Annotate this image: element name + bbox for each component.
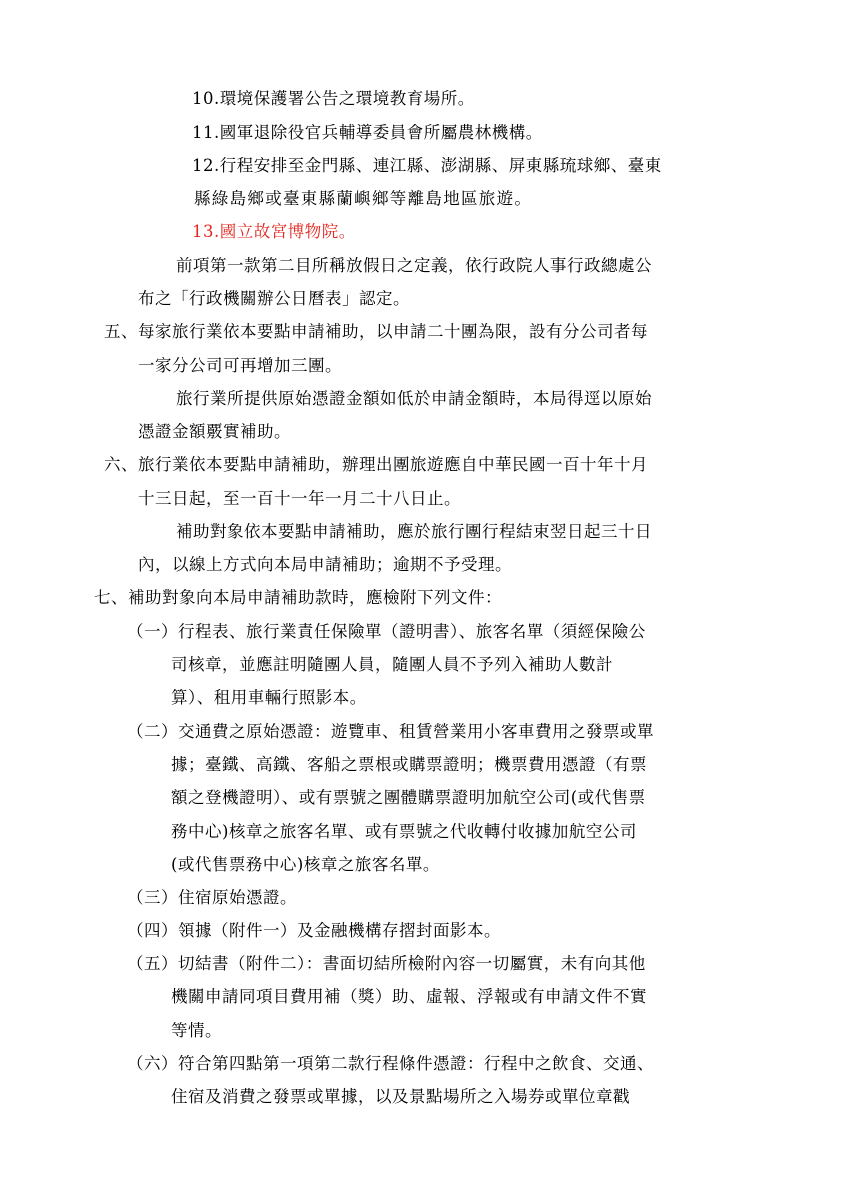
section-6-paragraph-line-1: 補助對象依本要點申請補助，應於旅行團行程結束翌日起三十日	[176, 522, 652, 541]
section-5-heading-line-2: 一家分公司可再增加三團。	[138, 356, 342, 375]
item-2-line-3: 額之登機證明）、或有票號之團體購票證明加航空公司(或代售票	[171, 788, 646, 807]
paragraph-holiday-definition-line-2: 布之「行政機關辦公日曆表」認定。	[138, 289, 410, 308]
section-5-paragraph-line-2: 憑證金額覈實補助。	[138, 422, 291, 441]
item-2-line-2: 據；臺鐵、高鐵、客船之票根或購票證明；機票費用憑證（有票	[171, 755, 647, 774]
section-6-paragraph-line-2: 內，以線上方式向本局申請補助；逾期不予受理。	[138, 555, 512, 574]
section-5-paragraph-line-1: 旅行業所提供原始憑證金額如低於申請金額時，本局得逕以原始	[176, 389, 652, 408]
item-2-line-4: 務中心)核章之旅客名單、或有票號之代收轉付收據加航空公司	[171, 822, 637, 841]
item-2-line-1: （二）交通費之原始憑證：遊覽車、租賃營業用小客車費用之發票或單	[127, 722, 654, 741]
paragraph-holiday-definition-line-1: 前項第一款第二目所稱放假日之定義，依行政院人事行政總處公	[176, 256, 652, 275]
list-item-13-highlighted: 13.國立故宮博物院。	[192, 222, 356, 241]
item-5-line-2: 機關申請同項目費用補（獎）助、虛報、浮報或有申請文件不實	[171, 987, 647, 1006]
item-1-line-3: 算）、租用車輛行照影本。	[171, 688, 367, 707]
list-item-10: 10.環境保護署公告之環境教育場所。	[192, 89, 475, 108]
item-5-line-1: （五）切結書（附件二）：書面切結所檢附內容一切屬實，未有向其他	[127, 954, 646, 973]
item-2-line-5: (或代售票務中心)核章之旅客名單。	[171, 855, 440, 874]
list-item-12-line-1: 12.行程安排至金門縣、連江縣、澎湖縣、屏東縣琉球鄉、臺東	[192, 156, 662, 175]
item-6-line-2: 住宿及消費之發票或單據，以及景點場所之入場券或單位章戳	[171, 1087, 630, 1106]
section-7-heading: 七、補助對象向本局申請補助款時，應檢附下列文件：	[94, 588, 502, 607]
section-6-heading-line-1: 六、旅行業依本要點申請補助，辦理出團旅遊應自中華民國一百十年十月	[104, 455, 648, 474]
item-5-line-3: 等情。	[171, 1021, 222, 1040]
section-5-heading-line-1: 五、每家旅行業依本要點申請補助，以申請二十團為限，設有分公司者每	[104, 322, 648, 341]
item-1-line-2: 司核章，並應註明隨團人員，隨團人員不予列入補助人數計	[171, 655, 613, 674]
item-4: （四）領據（附件一）及金融機構存摺封面影本。	[127, 921, 501, 940]
section-6-heading-line-2: 十三日起，至一百十一年一月二十八日止。	[138, 489, 461, 508]
item-3: （三）住宿原始憑證。	[127, 888, 297, 907]
list-item-12-line-2: 縣綠島鄉或臺東縣蘭嶼鄉等離島地區旅遊。	[194, 189, 533, 208]
item-6-line-1: （六）符合第四點第一項第二款行程條件憑證：行程中之飲食、交通、	[127, 1054, 654, 1073]
item-1-line-1: （一）行程表、旅行業責任保險單（證明書）、旅客名單（須經保險公	[127, 622, 646, 641]
list-item-11: 11.國軍退除役官兵輔導委員會所屬農林機構。	[192, 123, 543, 142]
